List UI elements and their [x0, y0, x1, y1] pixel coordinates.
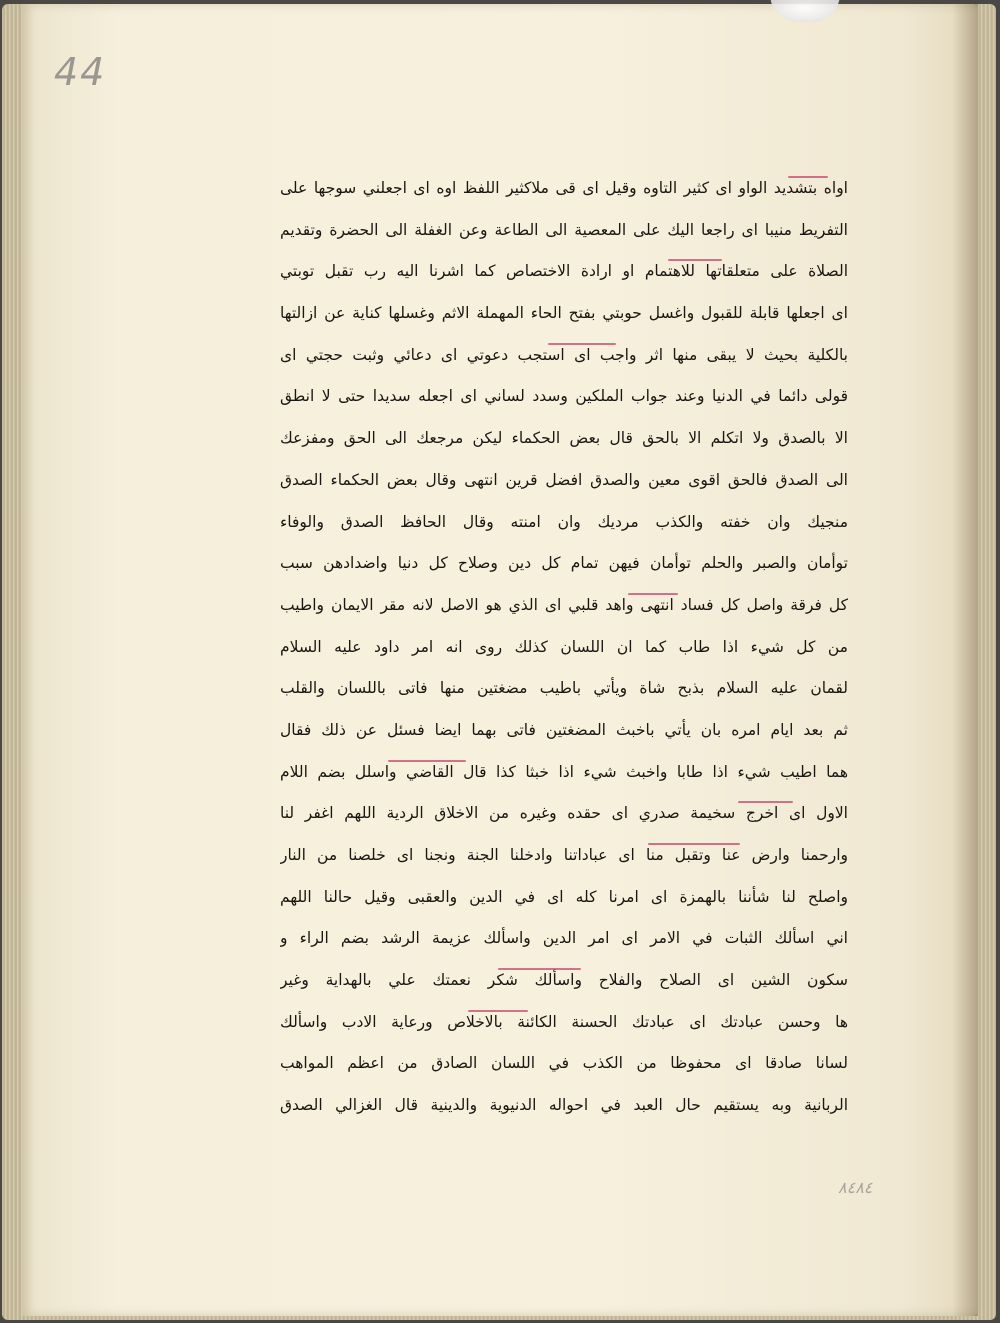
rubric-overline: [388, 760, 466, 762]
rubric-overline: [738, 801, 793, 803]
text-line-content: كل فرقة واصل كل فساد انتهى واهد قلبي اى الذي هو الاصل لانه مقر الايمان واطيب: [280, 595, 848, 614]
text-line: [280, 376, 848, 418]
text-line-content: الربانية وبه يستقيم حال العبد في احواله الدنيوية والدينية قال الغزالي الصدق: [280, 1096, 848, 1115]
text-line: [280, 918, 848, 960]
text-line: [280, 460, 848, 502]
rubric-overline: [498, 968, 581, 970]
text-line-content: ها وحسن عبادتك اى عبادتك الحسنة الكائنة بالاخلاص ورعاية الادب واسألك: [280, 1012, 848, 1031]
text-line-content: وارحمنا وارض عنا وتقبل منا اى عباداتنا وادخلنا الجنة ونجنا اى خلصنا من النار: [280, 846, 848, 864]
text-line: [280, 251, 848, 293]
text-line: [280, 710, 848, 752]
rubric-overline: [468, 1010, 528, 1012]
text-line: [280, 668, 848, 710]
text-line: [280, 502, 848, 544]
text-line: [280, 752, 848, 794]
text-line: [280, 585, 848, 627]
text-line: [280, 335, 848, 377]
text-line: [280, 293, 848, 335]
text-line: [280, 627, 848, 669]
text-line: [280, 1002, 848, 1044]
text-line-content: لسانا صادقا اى محفوظا من الكذب في اللسان الصادق من اعظم المواهب: [280, 1054, 848, 1073]
text-line-content: ثم بعد ايام امره بان يأتي باخبث المضغتين فاتى بهما ايضا فسئل عن ذلك فقال: [280, 720, 848, 739]
main-text-block: [280, 168, 848, 1127]
text-line-content: هما اطيب شيء اذا طابا واخبث شيء اذا خبثا كذا قال القاضي واسلل بضم اللام: [280, 762, 848, 781]
text-line: [280, 877, 848, 919]
text-line-content: اى اجعلها قابلة للقبول واغسل حوبتي بفتح الحاء المهملة الاثم وغسلها كناية عن ازالتها: [280, 304, 848, 323]
folio-number: 44: [54, 50, 107, 94]
text-line-content: منجيك وان خفته والكذب مرديك وان امنته وقال الحافظ الصدق والوفاء: [280, 512, 848, 531]
text-line: [280, 168, 848, 210]
text-line-content: الاول اى اخرج سخيمة صدري اى حقده وغيره من الاخلاق الردية اللهم اغفر لنا: [280, 804, 848, 823]
text-line-content: الى الصدق فالحق اقوى معين والصدق افضل قرين انتهى وقال بعض الحكماء الصدق: [280, 470, 848, 489]
text-line-content: سكون الشين اى الصلاح والفلاح واسألك شكر نعمتك علي بالهداية وغير: [280, 971, 848, 990]
text-line-content: واصلح لنا شأننا بالهمزة اى امرنا كله اى في الدين والعقبى وقيل حالنا اللهم: [280, 887, 848, 906]
rubric-overline: [548, 343, 616, 345]
text-line-content: توأمان والصبر والحلم توأمان فيهن تمام كل دين وصلاح كل دنيا واضدادهن سبب: [280, 554, 848, 573]
text-line-content: اني اسألك الثبات في الامر اى امر الدين واسألك عزيمة الرشد بضم الراء و: [280, 929, 848, 948]
rubric-overline: [648, 843, 740, 845]
text-line-content: من كل شيء اذا طاب كما ان اللسان كذلك روى انه امر داود عليه السلام: [280, 637, 848, 656]
text-line: [280, 1043, 848, 1085]
text-line-content: بالكلية بحيث لا يبقى منها اثر واجب اى استجب دعوتي اى دعائي وثبت حجتي اى: [280, 345, 848, 364]
text-line-content: لقمان عليه السلام بذبح شاة ويأتي باطيب مضغتين منها فاتى باللسان والقلب: [280, 679, 848, 698]
page-gutter-shadow: [952, 4, 978, 1316]
text-line: [280, 418, 848, 460]
text-line-content: اواه بتشديد الواو اى كثير التاوه وقيل اى قى ملاكثير اللفظ اوه اى اجعلني سوجها على: [280, 179, 848, 197]
rubric-overline: [788, 176, 828, 178]
text-line: [280, 793, 848, 835]
text-line-content: الصلاة على متعلقاتها للاهتمام او ارادة الاختصاص كما اشرنا اليه رب تقبل توبتي: [280, 262, 848, 281]
rubric-overline: [628, 593, 678, 595]
text-line-content: قولى دائما في الدنيا وعند جواب الملكين وسدد لساني اى اجعله سديدا حتى لا انطق: [280, 387, 848, 406]
text-line: [280, 1085, 848, 1127]
text-line: [280, 960, 848, 1002]
text-line-content: التفريط منيبا اى راجعا اليك على المعصية الى الطاعة وعن الغفلة الى الحضرة وتقديم: [280, 220, 848, 239]
text-line-content: الا بالصدق ولا اتكلم الا بالحق قال بعض الحكماء ليكن مرجعك الى الحق ومفزعك: [280, 429, 848, 448]
text-line: [280, 835, 848, 877]
pencil-mark: ٨٤٨٤: [838, 1178, 873, 1197]
text-line: [280, 210, 848, 252]
text-line: [280, 543, 848, 585]
